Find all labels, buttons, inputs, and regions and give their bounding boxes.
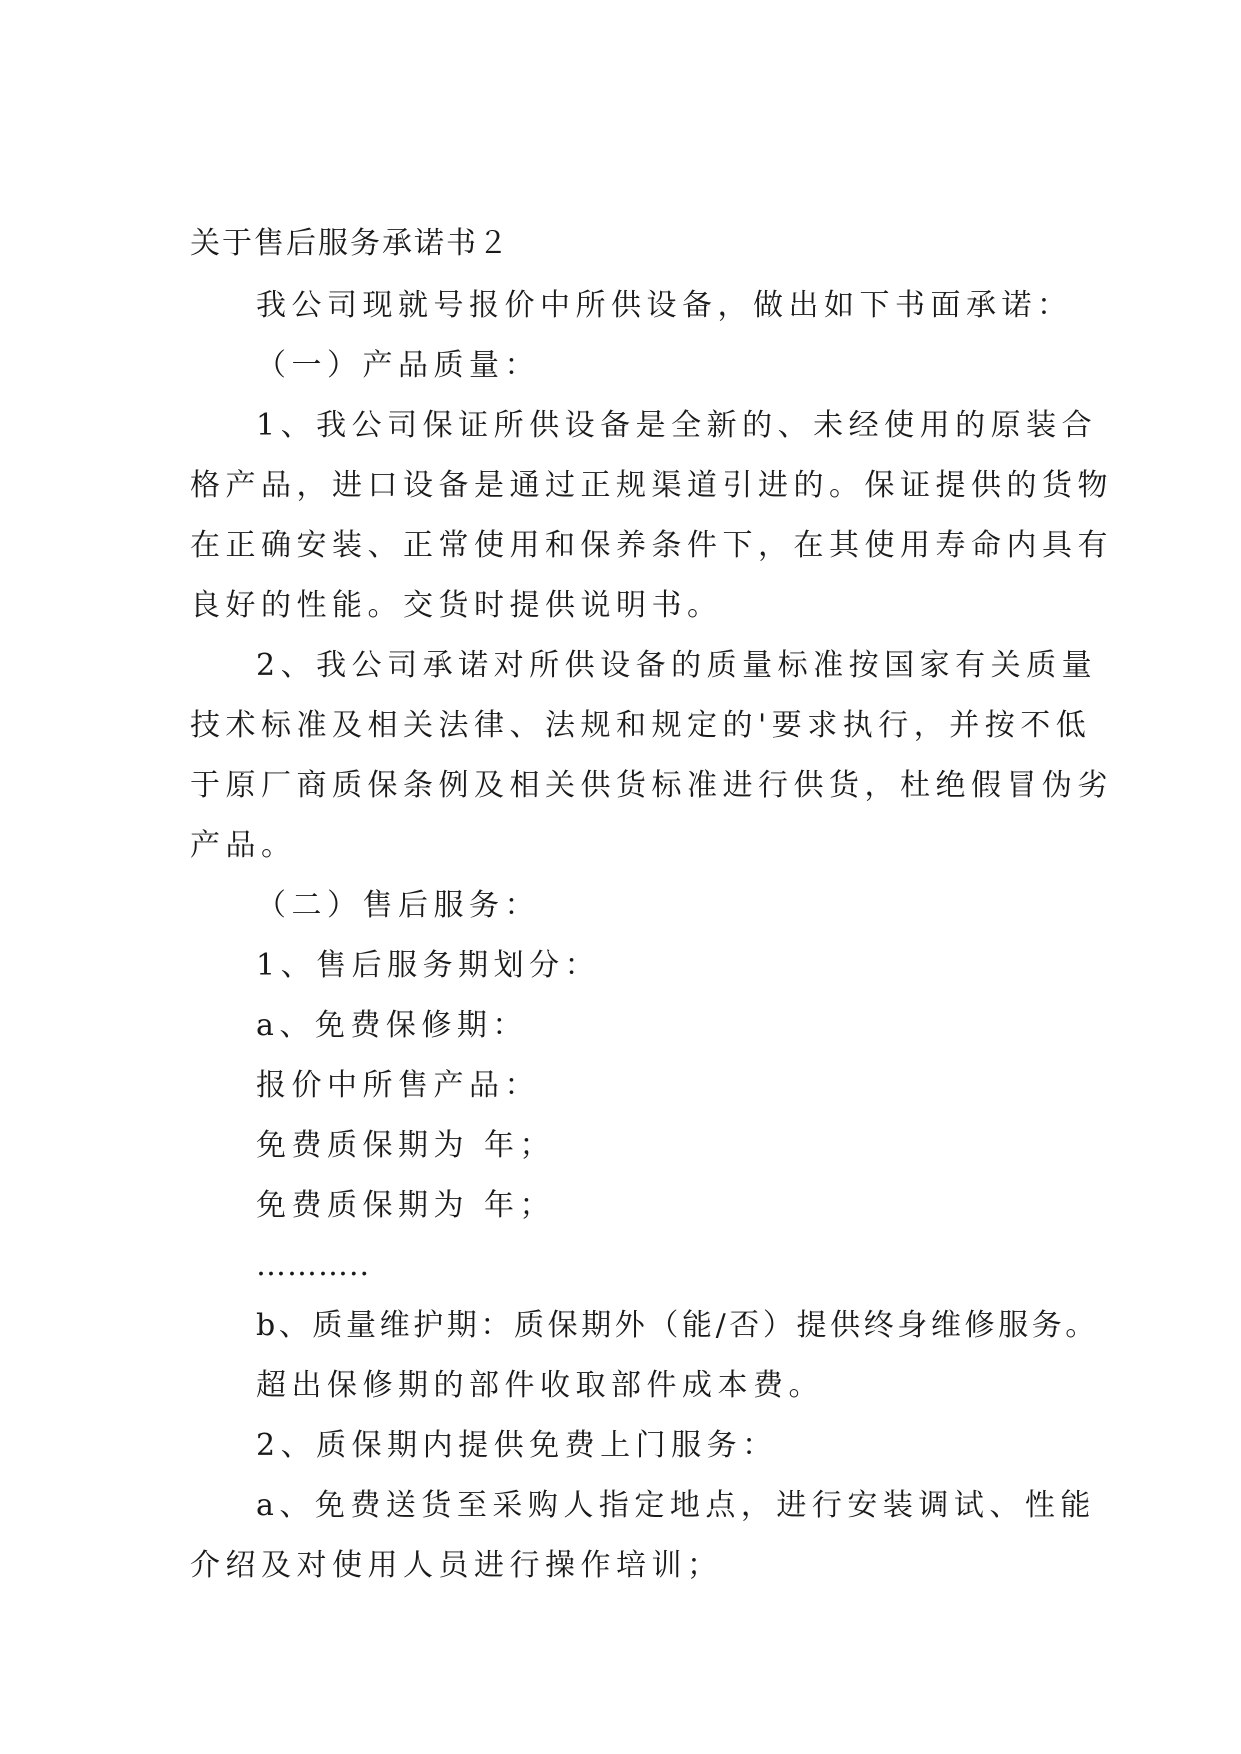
- section-heading-product-quality: （一）产品质量：: [256, 348, 540, 383]
- service-period-item: 1、售后服务期划分：: [256, 948, 601, 983]
- warranty-line: 免费质保期为 年；: [256, 1188, 556, 1223]
- paragraph-line: 格产品，进口设备是通过正规渠道引进的。保证提供的货物: [190, 468, 1113, 503]
- paragraph-line: 技术标准及相关法律、法规和规定的'要求执行，并按不低: [190, 708, 1092, 743]
- paragraph-line: 于原厂商质保条例及相关供货标准进行供货，杜绝假冒伪劣: [190, 768, 1113, 803]
- maintenance-line: b、质量维护期：质保期外（能/否）提供终身维修服务。: [256, 1308, 1099, 1343]
- paragraph-line: 介绍及对使用人员进行操作培训；: [190, 1548, 723, 1583]
- document-title: 关于售后服务承诺书２: [190, 226, 510, 261]
- paragraph-line: 在正确安装、正常使用和保养条件下，在其使用寿命内具有: [190, 528, 1113, 563]
- section-heading-after-sales: （二）售后服务：: [256, 888, 540, 923]
- onsite-service-item: 2、质保期内提供免费上门服务：: [256, 1428, 778, 1463]
- ellipsis-line: ………..: [256, 1248, 371, 1283]
- products-line: 报价中所售产品：: [256, 1068, 540, 1103]
- paragraph-line: 2、我公司承诺对所供设备的质量标准按国家有关质量: [256, 648, 1098, 683]
- paragraph-line: 良好的性能。交货时提供说明书。: [190, 588, 723, 623]
- paragraph-line: 1、我公司保证所供设备是全新的、未经使用的原装合: [256, 408, 1098, 443]
- paragraph-line: a、免费送货至采购人指定地点，进行安装调试、性能: [256, 1488, 1096, 1523]
- cost-line: 超出保修期的部件收取部件成本费。: [256, 1368, 824, 1403]
- intro-paragraph: 我公司现就号报价中所供设备，做出如下书面承诺：: [256, 288, 1073, 323]
- warranty-line: 免费质保期为 年；: [256, 1128, 556, 1163]
- paragraph-line: 产品。: [190, 828, 297, 863]
- free-warranty-item: a、免费保修期：: [256, 1008, 528, 1043]
